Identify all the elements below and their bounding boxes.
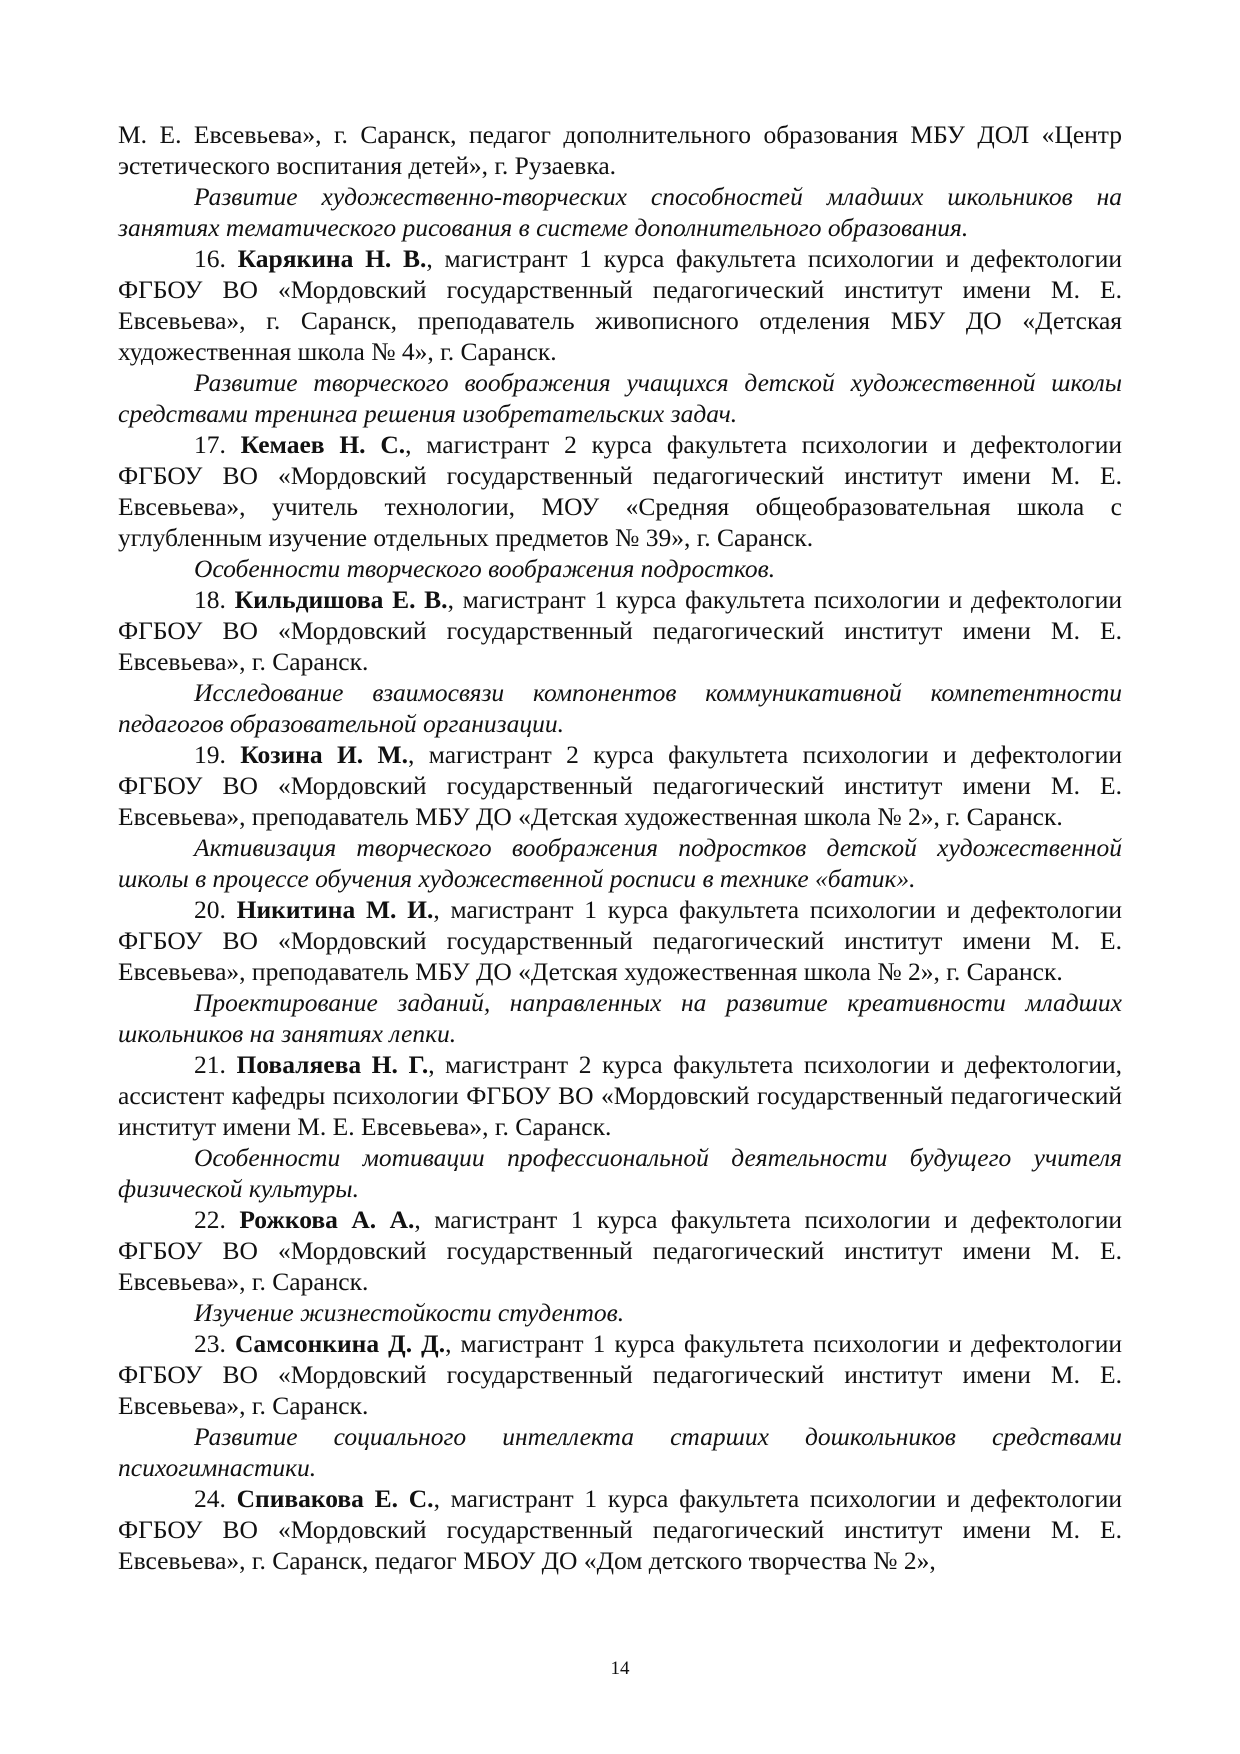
entry-number: 19. <box>194 740 226 769</box>
entry-number: 22. <box>194 1205 226 1234</box>
entry-topic: Развитие социального интеллекта старших дошкольников средствами психогимнастики. <box>118 1422 1122 1482</box>
author-name: Никитина М. И. <box>236 895 434 924</box>
entry-topic: Особенности творческого воображения подростков. <box>194 554 776 583</box>
author-name: Кильдишова Е. В. <box>234 585 448 614</box>
author-name: Рожкова А. А. <box>239 1205 415 1234</box>
entry-topic: Активизация творческого воображения подростков детской художественной школы в процессе обучения художественной росписи в технике «батик». <box>118 833 1122 893</box>
lead-topic: Развитие художественно-творческих способностей младших школьников на занятиях тематического рисования в системе дополнительного образования. <box>118 182 1122 242</box>
author-name: Самсонкина Д. Д. <box>234 1329 446 1358</box>
author-name: Козина И. М. <box>240 740 409 769</box>
entry-paragraph <box>118 429 1122 553</box>
entry-paragraph <box>118 894 1122 987</box>
author-details: , магистрант 1 курса факультета психологии и дефектологии ФГБОУ ВО «Мордовский государственный педагогический институт имени М. Е. Евсевьева», г. Саранск, преподаватель живописного отделения МБУ ДО «Детская художественная школа № 4», г. Саранск. <box>118 244 1122 366</box>
author-details: , магистрант 2 курса факультета психологии и дефектологии ФГБОУ ВО «Мордовский государственный педагогический институт имени М. Е. Евсевьева», учитель технологии, МОУ «Средняя общеобразовательная школа с углубленным изучение отдельных предметов № 39», г. Саранск. <box>118 430 1123 552</box>
entry-topic: Развитие творческого воображения учащихся детской художественной школы средствами тренинга решения изобретательских задач. <box>118 368 1122 428</box>
entry-list <box>118 243 1122 1576</box>
page-body <box>118 119 1122 1576</box>
entry-number: 23. <box>194 1329 226 1358</box>
entry-number: 24. <box>194 1484 226 1513</box>
entry-paragraph <box>118 243 1122 367</box>
author-details: , магистрант 2 курса факультета психологии и дефектологии ФГБОУ ВО «Мордовский государственный педагогический институт имени М. Е. Евсевьева», преподаватель МБУ ДО «Детская художественная школа № 2», г. Саранск. <box>118 740 1122 831</box>
entry-topic: Особенности мотивации профессиональной деятельности будущего учителя физической культуры. <box>118 1143 1122 1203</box>
entry-number: 17. <box>194 430 226 459</box>
entry-paragraph <box>118 584 1122 677</box>
author-name: Поваляева Н. Г. <box>236 1050 429 1079</box>
lead-paragraph: М. Е. Евсевьева», г. Саранск, педагог дополнительного образования МБУ ДОЛ «Центр эстетического воспитания детей», г. Рузаевка. <box>118 120 1122 180</box>
entry-number: 18. <box>194 585 226 614</box>
author-name: Кемаев Н. С. <box>240 430 406 459</box>
author-details: , магистрант 2 курса факультета психологии и дефектологии, ассистент кафедры психологии ФГБОУ ВО «Мордовский государственный педагогический институт имени М. Е. Евсевьева», г. Саранск. <box>118 1050 1123 1141</box>
entry-paragraph <box>118 1483 1122 1576</box>
entry-paragraph <box>118 1328 1122 1421</box>
author-details: , магистрант 1 курса факультета психологии и дефектологии ФГБОУ ВО «Мордовский государственный педагогический институт имени М. Е. Евсевьева», г. Саранск. <box>118 1205 1123 1296</box>
page-number: 14 <box>610 1658 630 1679</box>
entry-topic: Исследование взаимосвязи компонентов коммуникативной компетентности педагогов образовательной организации. <box>118 678 1122 738</box>
entry-topic: Изучение жизнестойкости студентов. <box>194 1298 625 1327</box>
entry-topic: Проектирование заданий, направленных на развитие креативности младших школьников на занятиях лепки. <box>118 988 1122 1048</box>
author-name: Карякина Н. В. <box>237 244 427 273</box>
author-name: Спивакова Е. С. <box>236 1484 434 1513</box>
author-details: , магистрант 1 курса факультета психологии и дефектологии ФГБОУ ВО «Мордовский государственный педагогический институт имени М. Е. Евсевьева», г. Саранск. <box>118 585 1123 676</box>
author-details: , магистрант 1 курса факультета психологии и дефектологии ФГБОУ ВО «Мордовский государственный педагогический институт имени М. Е. Евсевьева», преподаватель МБУ ДО «Детская художественная школа № 2», г. Саранск. <box>118 895 1123 986</box>
entry-paragraph <box>118 1204 1122 1297</box>
author-details: , магистрант 1 курса факультета психологии и дефектологии ФГБОУ ВО «Мордовский государственный педагогический институт имени М. Е. Евсевьева», г. Саранск, педагог МБОУ ДО «Дом детского творчества № 2», <box>118 1484 1123 1575</box>
entry-number: 20. <box>194 895 226 924</box>
entry-number: 21. <box>194 1050 226 1079</box>
entry-number: 16. <box>194 244 226 273</box>
entry-paragraph <box>118 1049 1122 1142</box>
author-details: , магистрант 1 курса факультета психологии и дефектологии ФГБОУ ВО «Мордовский государственный педагогический институт имени М. Е. Евсевьева», г. Саранск. <box>118 1329 1123 1420</box>
entry-paragraph <box>118 739 1122 832</box>
